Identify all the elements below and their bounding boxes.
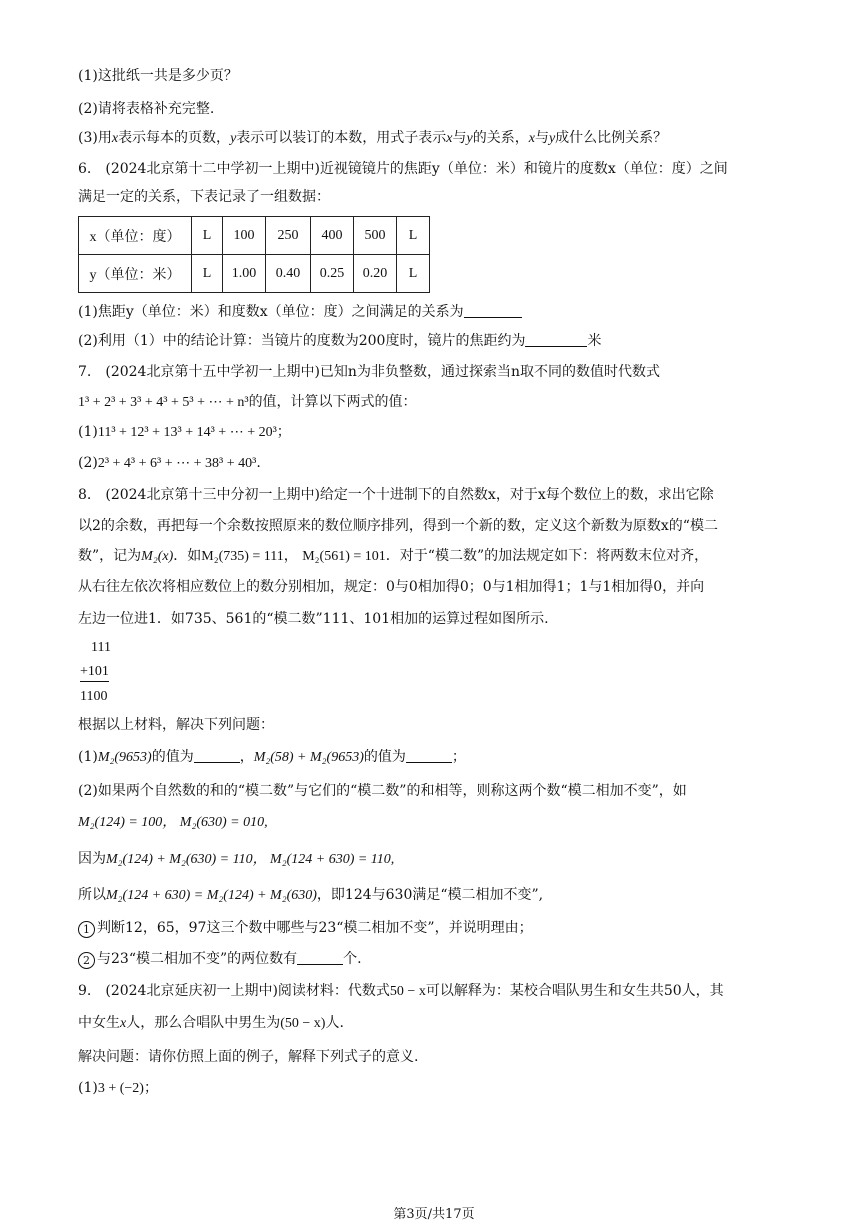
- q6-part2: [78, 331, 601, 351]
- math-expression: M₂(58) + M₂(9653): [253, 750, 364, 765]
- q8-part2-example: [78, 812, 268, 833]
- calc-operand-2: +101: [80, 664, 109, 682]
- question-number: 7.: [78, 364, 92, 380]
- question-text: ，即124与630满足“模二相加不变”,: [316, 887, 544, 903]
- math-variable: x: [120, 1016, 127, 1031]
- q9-task: 解决问题：请你仿照上面的例子，解释下列式子的意义.: [78, 1049, 419, 1065]
- q5-p3-text: 与: [534, 130, 549, 146]
- question-text: ．如: [173, 548, 202, 564]
- q5-part1: (1)这批纸一共是多少页？: [78, 68, 238, 84]
- punctuation: ，: [239, 749, 254, 765]
- q8-stem-3: [78, 546, 708, 567]
- question-source: (2024北京第十三中分初一上期中): [105, 487, 320, 503]
- q8-part2-so: [78, 885, 543, 906]
- math-expression: M₂(124 + 630) = M₂(124) + M₂(630): [106, 888, 317, 903]
- q8-stem: [78, 485, 714, 505]
- q5-p3-text: 表示可以装订的本数，用式子表示: [236, 130, 447, 146]
- punctuation: ；: [276, 424, 291, 440]
- table-cell: L: [192, 255, 223, 293]
- part-label: (1): [78, 749, 98, 765]
- q8-sub2: [78, 949, 362, 969]
- q5-p3-text: (3)用: [78, 130, 112, 146]
- q5-var-y: y: [230, 131, 237, 146]
- question-source: (2024北京第十二中学初一上期中): [105, 161, 320, 177]
- question-text: 人，那么合唱队中男生为: [126, 1015, 281, 1031]
- table-cell: 0.40: [266, 255, 311, 293]
- q6-stem: [78, 159, 728, 179]
- question-text: (2)利用（1）中的结论计算：当镜片的度数为200度时，镜片的焦距约为: [78, 333, 526, 349]
- table-cell: 100: [223, 217, 266, 255]
- question-text: 所以: [78, 887, 106, 903]
- q5-var-y: y: [466, 131, 473, 146]
- question-source: (2024北京延庆初一上期中): [105, 983, 278, 999]
- q9-stem-2: [78, 1013, 344, 1034]
- math-expression: 1³ + 2³ + 3³ + 4³ + 5³ + ⋯ + n³: [78, 395, 249, 410]
- question-number: 8.: [78, 487, 92, 503]
- q7-part1: [78, 422, 291, 443]
- table-cell: y（单位：米）: [79, 255, 192, 293]
- punctuation: ；: [143, 1080, 158, 1096]
- table-cell: 400: [311, 217, 354, 255]
- page-footer: 第3页/共17页: [393, 1207, 475, 1222]
- q5-p3-text: 的关系，: [472, 130, 529, 146]
- math-expression: 2³ + 4³ + 6³ + ⋯ + 38³ + 40³: [97, 456, 257, 471]
- question-number: 6.: [78, 161, 92, 177]
- question-source: (2024北京第十五中学初一上期中): [105, 364, 320, 380]
- part-label: (1): [78, 1080, 98, 1096]
- q8-part1: [78, 747, 466, 768]
- q6-stem-2: 满足一定的关系，下表记录了一组数据：: [78, 189, 330, 205]
- question-text: 人.: [325, 1015, 344, 1031]
- math-expression: M₂(124) + M₂(630) = 110， M₂(124 + 630) = 110,: [106, 852, 395, 867]
- math-expression: 3 + (−2): [97, 1081, 144, 1096]
- q5-part2: (2)请将表格补充完整.: [78, 101, 215, 117]
- math-expression: 50 − x: [389, 984, 426, 999]
- part-label: (2): [78, 455, 98, 471]
- q5-p3-text: 表示每本的页数，: [118, 130, 231, 146]
- q5-p3-text: 成什么比例关系？: [555, 130, 668, 146]
- question-text: 近视镜镜片的焦距y（单位：米）和镜片的度数x（单位：度）之间: [319, 161, 728, 177]
- q8-sub1: [78, 918, 533, 938]
- question-number: 9.: [78, 983, 92, 999]
- math-expression: M₂(9653): [97, 750, 152, 765]
- q8-stem-2: 以2的余数，再把每一个余数按照原来的数位顺序排列，得到一个新的数，定义这个新数为原数x的“模二: [78, 518, 718, 534]
- q7-stem: [78, 362, 660, 382]
- q5-var-x: x: [528, 131, 535, 146]
- table-cell: 1.00: [223, 255, 266, 293]
- q5-var-x: x: [111, 131, 119, 146]
- question-text: 已知n为非负整数，通过探索当n取不同的数值时代数式: [319, 364, 660, 380]
- q8-stem-4: 从右往左依次将相应数位上的数分别相加，规定：0与0相加得0；0与1相加得1；1与1相加得0，并向: [78, 579, 705, 595]
- question-text: (1)焦距y（单位：米）和度数x（单位：度）之间满足的关系为: [78, 304, 464, 320]
- calc-result: 1100: [80, 689, 108, 704]
- question-text: 中女生: [78, 1015, 120, 1031]
- math-expression: (50 − x): [280, 1016, 326, 1031]
- question-text: 与23“模二相加不变”的两位数有: [97, 951, 298, 967]
- math-expression: M₂(x): [141, 549, 174, 564]
- part-label: (1): [78, 424, 98, 440]
- math-expression: 11³ + 12³ + 13³ + 14³ + ⋯ + 20³: [97, 425, 277, 440]
- question-text: 的值，计算以下两式的值：: [248, 394, 417, 410]
- circled-number: 1: [78, 921, 95, 938]
- q7-part2: [78, 453, 261, 474]
- question-text: ．对于“模二数”的加法规定如下：将两数末位对齐，: [385, 548, 709, 564]
- q5-var-y: y: [548, 131, 556, 146]
- math-expression: M₂(561) = 101: [302, 549, 386, 564]
- table-cell: 250: [266, 217, 311, 255]
- question-text: 数”，记为: [78, 548, 142, 564]
- q6-data-table: [78, 216, 430, 293]
- question-text: 个.: [343, 951, 362, 967]
- q8-part2-because: [78, 849, 394, 870]
- q5-p3-text: 与: [452, 130, 467, 146]
- table-cell: L: [397, 217, 430, 255]
- table-cell: L: [192, 217, 223, 255]
- q5-part3: [78, 128, 667, 149]
- table-cell: 500: [354, 217, 397, 255]
- q8-part2: (2)如果两个自然数的和的“模二数”与它们的“模二数”的和相等，则称这两个数“模二相加不变”，如: [78, 783, 687, 799]
- q9-stem: [78, 981, 724, 1002]
- question-text: 因为: [78, 851, 106, 867]
- answer-blank[interactable]: [525, 332, 587, 347]
- q9-part1: [78, 1078, 158, 1099]
- q7-stem-2: [78, 392, 417, 413]
- answer-blank[interactable]: [194, 748, 240, 763]
- table-cell: 0.20: [354, 255, 397, 293]
- question-text: 的值为: [363, 749, 406, 765]
- q8-intro: 根据以上材料，解决下列问题：: [78, 717, 274, 733]
- punctuation: .: [256, 455, 261, 471]
- calc-operand-1: 111: [91, 640, 111, 655]
- circled-number: 2: [78, 952, 95, 969]
- question-text: 的值为: [151, 749, 194, 765]
- q8-stem-5: 左边一位进1．如735、561的“模二数”111、101相加的运算过程如图所示.: [78, 611, 549, 627]
- table-row: [79, 255, 430, 293]
- question-text: 可以解释为：某校合唱队男生和女生共50人，其: [425, 983, 724, 999]
- table-cell: L: [397, 255, 430, 293]
- answer-blank[interactable]: [406, 748, 452, 763]
- question-text: 给定一个十进制下的自然数x，对于x每个数位上的数，求出它除: [319, 487, 714, 503]
- math-expression: M₂(735) = 111，: [201, 549, 298, 564]
- q6-part1: [78, 302, 522, 322]
- table-cell: 0.25: [311, 255, 354, 293]
- answer-blank[interactable]: [464, 303, 522, 318]
- math-expression: M₂(124) = 100， M₂(630) = 010,: [78, 815, 268, 830]
- question-text: 判断12，65，97这三个数中哪些与23“模二相加不变”，并说明理由；: [97, 920, 533, 936]
- table-cell: x（单位：度）: [79, 217, 192, 255]
- table-row: [79, 217, 430, 255]
- question-text: 阅读材料：代数式: [277, 983, 390, 999]
- answer-blank[interactable]: [297, 950, 343, 965]
- punctuation: ；: [451, 749, 466, 765]
- unit-label: 米: [587, 333, 602, 349]
- q5-var-x: x: [446, 131, 453, 146]
